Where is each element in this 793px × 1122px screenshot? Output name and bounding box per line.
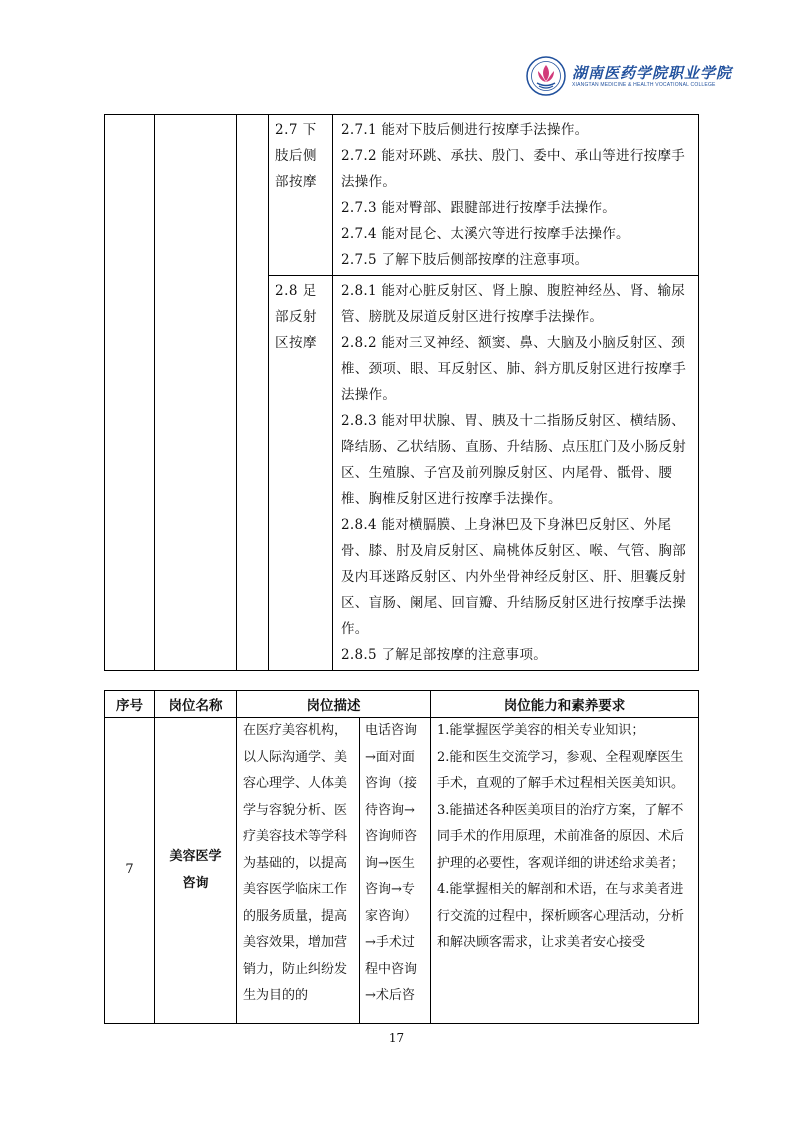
skill-item-details (333, 276, 699, 671)
skill-line: 2.8.2 能对三叉神经、额窦、鼻、大脑及小脑反射区、颈椎、颈项、眼、耳反射区、肺、斜方肌反射区进行按摩手法操作。 (341, 335, 686, 403)
position-table (104, 690, 699, 1024)
requirement-line: 2.能和医生交流学习，参观、全程观摩医生手术，直观的了解手术过程相关医美知识。 (437, 749, 685, 791)
requirements-cell (431, 718, 699, 1024)
requirement-line: 4.能掌握相关的解剖和术语，在与求美者进行交流的过程中，探析顾客心理活动，分析和解决顾客需求，让求美者安心接受 (437, 882, 685, 950)
requirement-line: 3.能描述各种医美项目的治疗方案，了解不同手术的作用原理，术前准备的原因、术后护理的必要性，客观详细的讲述给求美者； (437, 802, 685, 871)
skill-line: 2.8.4 能对横膈膜、上身淋巴及下身淋巴反射区、外尾骨、膝、肘及肩反射区、扁桃体反射区、喉、气管、胸部及内耳迷路反射区、内外坐骨神经反射区、肝、胆囊反射区、盲肠、阑尾、回盲瓣、升结肠反射区进行按摩手法操作。 (341, 517, 686, 637)
skill-line: 2.7.1 能对下肢后侧进行按摩手法操作。 (341, 122, 589, 138)
position-name: 美容医学咨询 (155, 718, 237, 1024)
skill-line: 2.7.4 能对昆仑、太溪穴等进行按摩手法操作。 (341, 226, 630, 242)
college-emblem-icon (526, 56, 566, 96)
skill-line: 2.8.1 能对心脏反射区、肾上腺、腹腔神经丛、肾、输尿管、膀胱及尿道反射区进行按摩手法操作。 (341, 283, 686, 325)
skill-line: 2.7.5 了解下肢后侧部按摩的注意事项。 (341, 252, 589, 268)
header-requirements: 岗位能力和素养要求 (431, 691, 699, 718)
requirement-line: 1.能掌握医学美容的相关专业知识； (437, 723, 645, 738)
table-row (105, 115, 699, 276)
header-position-desc: 岗位描述 (237, 691, 431, 718)
consultation-flow: 电话咨询→面对面咨询（接待咨询→咨询师咨询→医生咨询→专家咨询）→手术过程中咨询→术后咨 (360, 718, 431, 1024)
continuation-table (104, 114, 699, 671)
row-number: 7 (105, 718, 155, 1024)
table-header-row (105, 691, 699, 718)
blank-cell (237, 115, 269, 671)
table-row (105, 718, 699, 1024)
page-number: 17 (388, 1031, 405, 1045)
blank-cell (105, 115, 155, 671)
skill-line: 2.7.2 能对环跳、承扶、殷门、委中、承山等进行按摩手法操作。 (341, 148, 686, 190)
school-name-en: XIANGTAN MEDICINE & HEALTH VOCATIONAL COLLEGE (572, 81, 716, 88)
blank-cell (155, 115, 237, 671)
header-number: 序号 (105, 691, 155, 718)
skill-item-title: 2.8 足部反射区按摩 (269, 276, 333, 671)
skill-item-details (333, 115, 699, 276)
skill-item-title: 2.7 下肢后侧部按摩 (269, 115, 333, 276)
skill-line: 2.8.5 了解足部按摩的注意事项。 (341, 647, 548, 663)
position-description: 在医疗美容机构，以人际沟通学、美容心理学、人体美学与容貌分析、医疗美容技术等学科为基础的，以提高美容医学临床工作的服务质量，提高美容效果，增加营销力，防止纠纷发生为目的的 (237, 718, 360, 1024)
skill-line: 2.8.3 能对甲状腺、胃、胰及十二指肠反射区、横结肠、降结肠、乙状结肠、直肠、升结肠、点压肛门及小肠反射区、生殖腺、子宫及前列腺反射区、内尾骨、骶骨、腰椎、胸椎反射区进行按摩手法操作。 (341, 413, 686, 507)
school-name-cn: 湖南医药学院职业学院 (572, 63, 733, 82)
header-position-name: 岗位名称 (155, 691, 237, 718)
skill-line: 2.7.3 能对臀部、跟腱部进行按摩手法操作。 (341, 200, 617, 216)
college-logo (526, 56, 732, 96)
